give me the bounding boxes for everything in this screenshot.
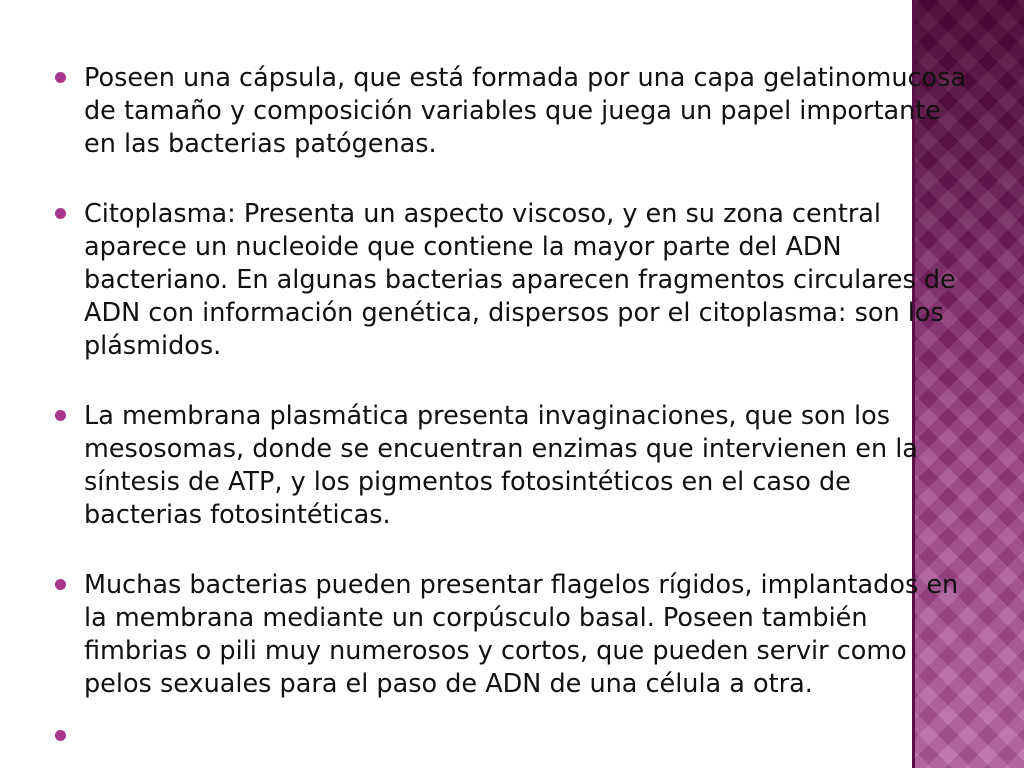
bullet-dot-icon: [55, 730, 66, 741]
bullet-dot-icon: [55, 579, 66, 590]
bullet-list: [52, 62, 972, 740]
bullet-citoplasma: [52, 198, 972, 363]
bullet-capsula: [52, 62, 972, 161]
bullet-dot-icon: [55, 410, 66, 421]
bullet-dot-icon: [55, 208, 66, 219]
bullet-membrana: [52, 400, 972, 532]
bullet-flagelos: [52, 569, 972, 701]
bullet-text: La membrana plasmática presenta invaginaciones, que son los mesosomas, donde se encuentran enzimas que intervienen en la síntesis de ATP, y los pigmentos fotosintéticos en el caso de bacterias fotosintéticas.: [84, 401, 918, 530]
bullet-text: Poseen una cápsula, que está formada por una capa gelatinomucosa de tamaño y composición variables que juega un papel importante en las bacterias patógenas.: [84, 63, 967, 159]
bullet-text: Muchas bacterias pueden presentar flagelos rígidos, implantados en la membrana mediante un corpúsculo basal. Poseen también fimbrias o pili muy numerosos y cortos, que pueden servir como pelos sexuales para el paso de ADN de una célula a otra.: [84, 570, 959, 699]
bullet-empty: [52, 720, 972, 740]
bullet-text: Citoplasma: Presenta un aspecto viscoso, y en su zona central aparece un nucleoide que contiene la mayor parte del ADN bacteriano. En algunas bacterias aparecen fragmentos circulares de ADN con información genética, dispersos por el citoplasma: son los plásmidos.: [84, 199, 956, 361]
slide-content: [52, 62, 972, 740]
bullet-dot-icon: [55, 72, 66, 83]
